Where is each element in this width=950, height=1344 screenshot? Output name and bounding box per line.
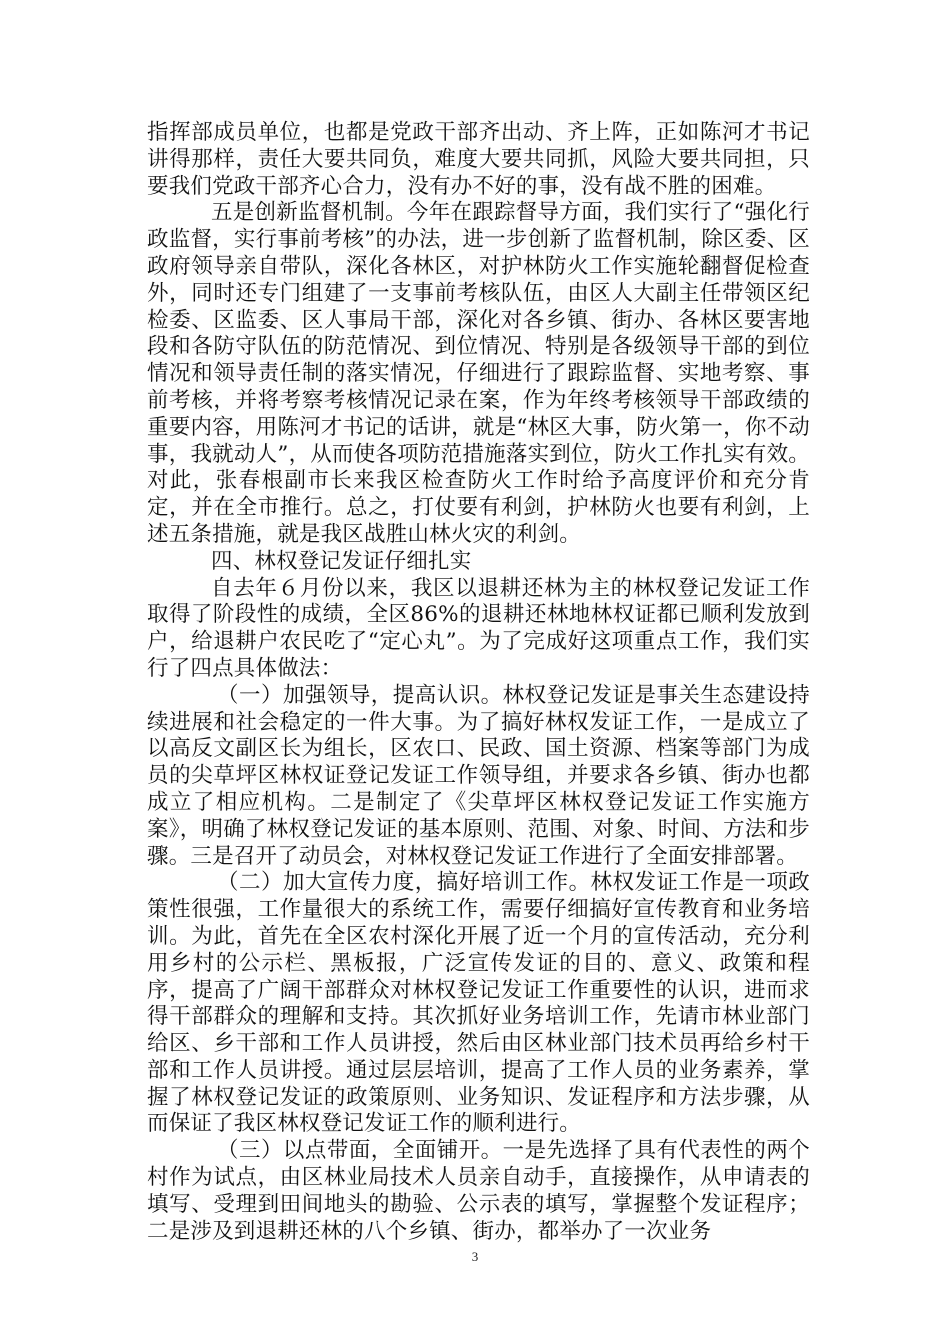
page-number: 3 bbox=[471, 1249, 479, 1264]
paragraph-2: 五是创新监督机制。今年在跟踪督导方面，我们实行了“强化行政监督，实行事前考核”的办法，进一步创新了监督机制，除区委、区政府领导亲自带队，深化各林区，对护林防火工作实施轮翻督促检查外，同时还专门组建了一支事前考核队伍，由区人大副主任带领区纪检委、区监委、区人事局干部，深化对各乡镇、街办、各林区要害地段和各防守队伍的防范情况、到位情况、特别是各级领导干部的到位情况和领导责任制的落实情况，仔细进行了跟踪监督、实地考察、事前考核，并将考察考核情况记录在案，作为年终考核领导干部政绩的重要内容，用陈河才书记的话讲，就是“林区大事，防火第一，你不动事，我就动人”，从而使各项防范措施落实到位，防火工作扎实有效。对此，张春根副市长来我区检查防火工作时给予高度评价和充分肯定，并在全市推行。总之，打仗要有利剑，护林防火也要有利剑，上述五条措施，就是我区战胜山林火灾的利剑。 bbox=[147, 200, 810, 547]
section-heading: 四、林权登记发证仔细扎实 bbox=[211, 548, 472, 574]
paragraph-4: （一）加强领导，提高认识。林权登记发证是事关生态建设持续进展和社会稳定的一件大事。为了搞好林权发证工作，一是成立了以高反文副区长为组长，区农口、民政、国土资源、档案等部门为成员的尖草坪区林权证登记发证工作领导组，并要求各乡镇、街办也都成立了相应机构。二是制定了《尖草坪区林权登记发证工作实施方案》，明确了林权登记发证的基本原则、范围、对象、时间、方法和步骤。三是召开了动员会，对林权登记发证工作进行了全面安排部署。 bbox=[147, 682, 810, 869]
document-body bbox=[147, 120, 810, 1245]
paragraph-6: （三）以点带面，全面铺开。一是先选择了具有代表性的两个村作为试点，由区林业局技术人员亲自动手，直接操作，从申请表的填写、受理到田间地头的勘验、公示表的填写，掌握整个发证程序；二是涉及到退耕还林的八个乡镇、街办，都举办了一次业务 bbox=[147, 1138, 810, 1244]
paragraph-1: 指挥部成员单位，也都是党政干部齐出动、齐上阵，正如陈河才书记讲得那样，责任大要共同负，难度大要共同抓，风险大要共同担，只要我们党政干部齐心合力，没有办不好的事，没有战不胜的困难。 bbox=[147, 120, 810, 199]
paragraph-3: 自去年６月份以来，我区以退耕还林为主的林权登记发证工作取得了阶段性的成绩，全区86%的退耕还林地林权证都已顺利发放到户，给退耕户农民吃了“定心丸”。为了完成好这项重点工作，我们实行了四点具体做法： bbox=[147, 575, 810, 681]
paragraph-5: （二）加大宣传力度，搞好培训工作。林权发证工作是一项政策性很强，工作量很大的系统工作，需要仔细搞好宣传教育和业务培训。为此，首先在全区农村深化开展了近一个月的宣传活动，充分利用乡村的公示栏、黑板报，广泛宣传发证的目的、意义、政策和程序，提高了广阔干部群众对林权登记发证工作重要性的认识，进而求得干部群众的理解和支持。其次抓好业务培训工作，先请市林业部门给区、乡干部和工作人员讲授，然后由区林业部门技术员再给乡村干部和工作人员讲授。通过层层培训，提高了工作人员的业务素养，掌握了林权登记发证的政策原则、业务知识、发证程序和方法步骤，从而保证了我区林权登记发证工作的顺利进行。 bbox=[147, 870, 810, 1137]
